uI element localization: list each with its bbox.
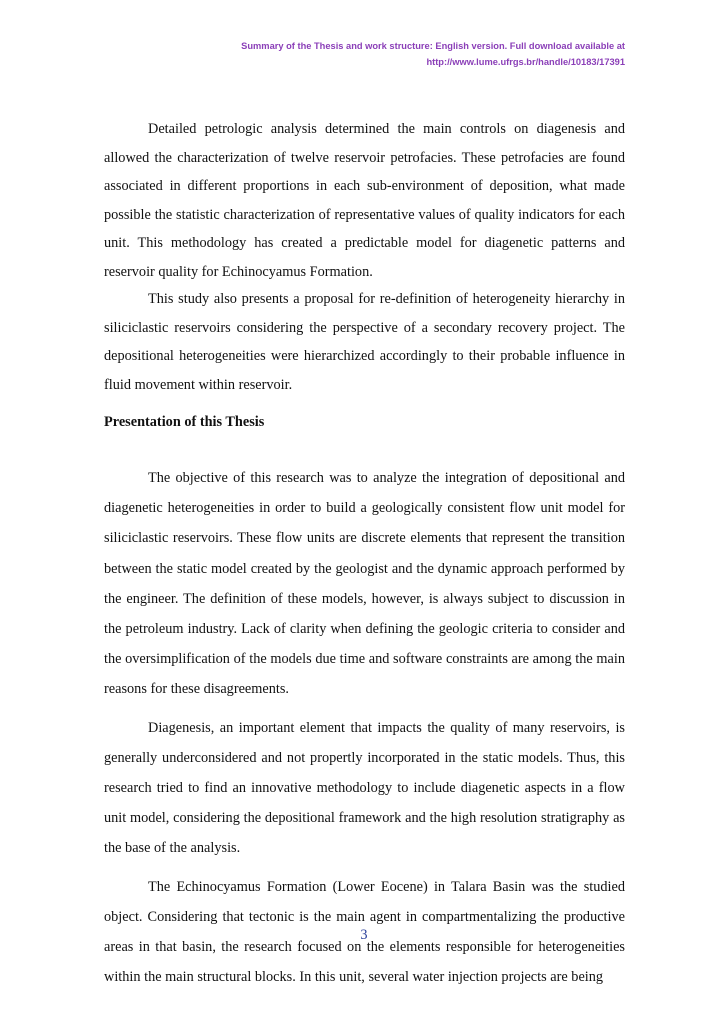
section-heading: Presentation of this Thesis bbox=[104, 414, 265, 430]
page-number: 3 bbox=[360, 927, 368, 943]
section-body bbox=[104, 463, 625, 992]
header-summary-line: Summary of the Thesis and work structure: English version. Full download available at bbox=[241, 41, 625, 51]
paragraph-objective: The objective of this research was to analyze the integration of depositional and diagenetic heterogeneities in order to build a geologically consistent flow unit model for siliciclastic reservoirs. These flow units are discrete elements that represent the transition between the static model created by the geologist and the dynamic approach performed by the engineer. The definition of these models, however, is always subject to discussion in the petroleum industry. Lack of clarity when defining the geologic criteria to consider and the oversimplification of the models due time and software constraints are among the main reasons for these disagreements. bbox=[104, 470, 625, 698]
paragraph-petrologic-analysis: Detailed petrologic analysis determined the main controls on diagenesis and allowed the characterization of twelve reservoir petrofacies. These petrofacies are found associated in different proportions in each sub-environment of deposition, what made possible the statistic characterization of representative values of quality indicators for each unit. This methodology has created a predictable model for diagenetic patterns and reservoir quality for Echinocyamus Formation. bbox=[104, 121, 625, 280]
paragraph-echinocyamus: The Echinocyamus Formation (Lower Eocene) in Talara Basin was the studied object. Considering that tectonic is the main agent in compartmentalizing the productive areas in that basin, the research focused on the elements responsible for heterogeneities within the main structural blocks. In this unit, several water injection projects are being bbox=[104, 878, 625, 986]
body-paragraph-block bbox=[104, 285, 625, 399]
paragraph-diagenesis: Diagenesis, an important element that impacts the quality of many reservoirs, is generally underconsidered and not propertly incorporated in the static models. Thus, this research tried to find an innovative methodology to include diagenetic aspects in a flow unit model, considering the depositional framework and the high resolution stratigraphy as the base of the analysis. bbox=[104, 719, 625, 857]
paragraph-heterogeneity-hierarchy: This study also presents a proposal for re-definition of heterogeneity hierarchy in siliciclastic reservoirs considering the perspective of a secondary recovery project. The depositional heterogeneities were hierarchized accordingly to their probable influence in fluid movement within reservoir. bbox=[104, 291, 625, 393]
header-url[interactable]: http://www.lume.ufrgs.br/handle/10183/17391 bbox=[426, 57, 625, 67]
body-paragraph-block bbox=[104, 115, 625, 286]
page-header bbox=[205, 38, 625, 70]
